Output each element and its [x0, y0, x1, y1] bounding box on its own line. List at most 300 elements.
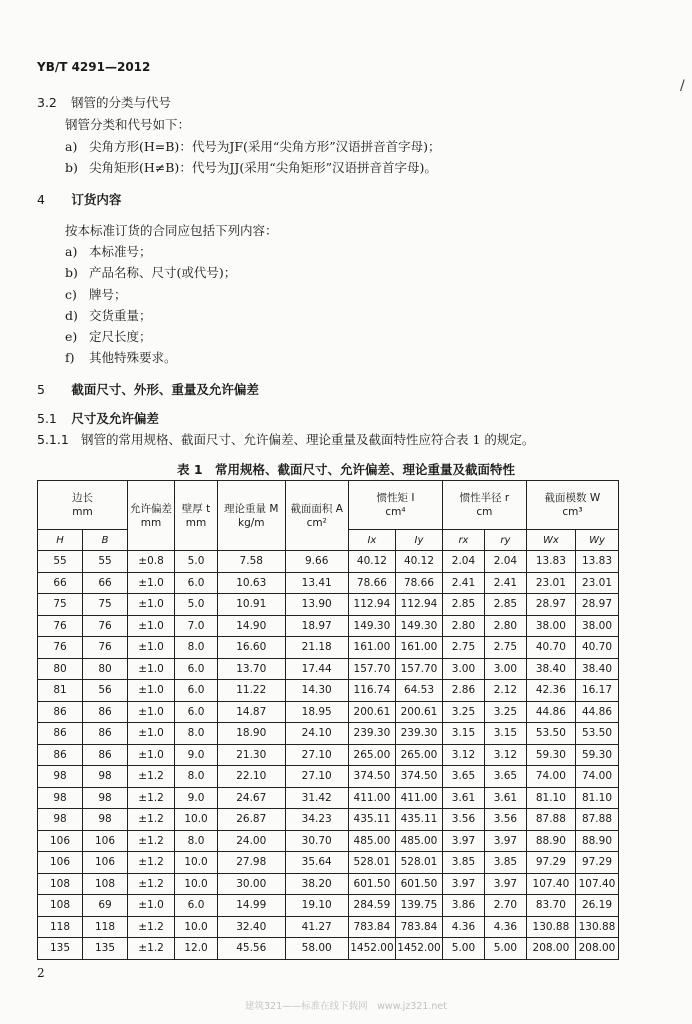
table-caption: 表 1 常用规格、截面尺寸、允许偏差、理论重量及截面特性: [176, 462, 516, 477]
table-cell: 528.01: [348, 852, 395, 874]
table-row: [38, 701, 619, 723]
table-cell: 16.60: [218, 637, 286, 659]
table-row: [38, 637, 619, 659]
section-number: 5.1: [37, 411, 57, 426]
table-cell: 97.29: [526, 852, 575, 874]
section-5-heading: [37, 381, 259, 399]
table-cell: 74.00: [526, 766, 575, 788]
table-cell: 3.56: [484, 809, 526, 831]
table-cell: 9.66: [285, 551, 348, 573]
table-cell: 3.97: [443, 830, 485, 852]
table-cell: 38.20: [285, 873, 348, 895]
table-cell: 59.30: [526, 744, 575, 766]
table-cell: 10.0: [175, 852, 218, 874]
table-cell: 81.10: [575, 787, 618, 809]
table-cell: 106: [38, 852, 83, 874]
table-cell: ±1.0: [128, 744, 175, 766]
table-cell: 86: [38, 744, 83, 766]
table-cell: 24.67: [218, 787, 286, 809]
table-cell: 6.0: [175, 895, 218, 917]
table-cell: 3.65: [443, 766, 485, 788]
table-cell: 53.50: [575, 723, 618, 745]
table-cell: 108: [38, 873, 83, 895]
list-text: 牌号；: [89, 287, 127, 302]
section-title: 截面尺寸、外形、重量及允许偏差: [71, 382, 259, 397]
subheader-wy: Wy: [575, 530, 618, 551]
table-cell: 28.97: [526, 594, 575, 616]
list-label: a): [65, 139, 78, 154]
list-label: b): [65, 160, 78, 175]
table-cell: 86: [38, 723, 83, 745]
table-cell: 58.00: [285, 938, 348, 960]
table-cell: 106: [83, 852, 128, 874]
table-cell: 3.15: [484, 723, 526, 745]
table-cell: 6.0: [175, 658, 218, 680]
table-cell: 27.98: [218, 852, 286, 874]
table-cell: 6.0: [175, 701, 218, 723]
table-cell: 88.90: [575, 830, 618, 852]
table-cell: 74.00: [575, 766, 618, 788]
table-cell: 13.70: [218, 658, 286, 680]
table-cell: 78.66: [348, 572, 395, 594]
table-cell: 5.00: [484, 938, 526, 960]
list-item: [65, 286, 127, 304]
table-cell: 284.59: [348, 895, 395, 917]
table-cell: 8.0: [175, 766, 218, 788]
table-cell: 106: [38, 830, 83, 852]
table-cell: 11.22: [218, 680, 286, 702]
standard-number: YB/T 4291—2012: [37, 60, 151, 74]
table-cell: 130.88: [526, 916, 575, 938]
table-cell: 7.0: [175, 615, 218, 637]
table-cell: 44.86: [575, 701, 618, 723]
table-cell: 3.12: [484, 744, 526, 766]
table-cell: ±1.0: [128, 680, 175, 702]
table-cell: ±1.0: [128, 594, 175, 616]
list-item: [65, 264, 236, 282]
table-cell: 10.0: [175, 873, 218, 895]
spec-table: [37, 480, 619, 960]
table-cell: 45.56: [218, 938, 286, 960]
table-row: [38, 873, 619, 895]
subheader-h: H: [38, 530, 83, 551]
table-cell: 38.40: [575, 658, 618, 680]
header-side: 边长 mm: [38, 481, 128, 530]
table-cell: 2.85: [443, 594, 485, 616]
table-cell: 80: [83, 658, 128, 680]
table-row: [38, 809, 619, 831]
table-cell: 3.12: [443, 744, 485, 766]
section-5-1-1-paragraph: [37, 431, 534, 449]
table-cell: 13.83: [575, 551, 618, 573]
table-cell: 161.00: [395, 637, 442, 659]
table-cell: 528.01: [395, 852, 442, 874]
table-cell: 135: [38, 938, 83, 960]
table-cell: 2.80: [443, 615, 485, 637]
table-row: [38, 895, 619, 917]
header-inertia: 惯性矩 I cm⁴: [348, 481, 442, 530]
table-cell: 59.30: [575, 744, 618, 766]
table-cell: ±1.0: [128, 637, 175, 659]
table-cell: 3.00: [484, 658, 526, 680]
table-cell: 98: [83, 766, 128, 788]
table-cell: 3.00: [443, 658, 485, 680]
table-cell: 66: [83, 572, 128, 594]
table-cell: 107.40: [575, 873, 618, 895]
subheader-iy: Iy: [395, 530, 442, 551]
table-cell: 13.90: [285, 594, 348, 616]
table-cell: 107.40: [526, 873, 575, 895]
table-cell: 38.00: [575, 615, 618, 637]
table-cell: 66: [38, 572, 83, 594]
table-cell: 2.04: [484, 551, 526, 573]
table-cell: 200.61: [395, 701, 442, 723]
table-cell: 18.90: [218, 723, 286, 745]
table-cell: 411.00: [348, 787, 395, 809]
table-cell: ±1.0: [128, 723, 175, 745]
table-cell: 53.50: [526, 723, 575, 745]
table-cell: ±1.2: [128, 766, 175, 788]
table-cell: 87.88: [575, 809, 618, 831]
table-cell: 64.53: [395, 680, 442, 702]
table-cell: 239.30: [395, 723, 442, 745]
table-cell: 98: [38, 766, 83, 788]
subheader-b: B: [83, 530, 128, 551]
table-cell: 14.87: [218, 701, 286, 723]
table-cell: 2.70: [484, 895, 526, 917]
table-cell: 14.30: [285, 680, 348, 702]
table-cell: 485.00: [348, 830, 395, 852]
header-radius: 惯性半径 r cm: [443, 481, 527, 530]
table-cell: 6.0: [175, 680, 218, 702]
table-cell: 8.0: [175, 637, 218, 659]
table-cell: 81.10: [526, 787, 575, 809]
section-4-intro: 按本标准订货的合同应包括下列内容：: [65, 223, 278, 238]
table-cell: 23.01: [575, 572, 618, 594]
table-cell: 24.00: [218, 830, 286, 852]
table-cell: 2.41: [443, 572, 485, 594]
table-cell: 32.40: [218, 916, 286, 938]
table-cell: 5.0: [175, 551, 218, 573]
table-cell: 135: [83, 938, 128, 960]
table-cell: ±1.0: [128, 658, 175, 680]
table-row: [38, 830, 619, 852]
table-row: [38, 723, 619, 745]
table-cell: 76: [83, 615, 128, 637]
table-cell: 130.88: [575, 916, 618, 938]
table-cell: 27.10: [285, 766, 348, 788]
table-cell: 55: [38, 551, 83, 573]
table-row: [38, 916, 619, 938]
subheader-wx: Wx: [526, 530, 575, 551]
table-cell: 3.85: [443, 852, 485, 874]
table-cell: 86: [83, 744, 128, 766]
table-cell: 485.00: [395, 830, 442, 852]
table-cell: 40.70: [575, 637, 618, 659]
table-cell: 1452.00: [395, 938, 442, 960]
table-cell: 35.64: [285, 852, 348, 874]
table-cell: 12.0: [175, 938, 218, 960]
table-cell: ±1.2: [128, 809, 175, 831]
table-cell: 3.61: [484, 787, 526, 809]
table-cell: 5.00: [443, 938, 485, 960]
table-cell: 783.84: [348, 916, 395, 938]
table-cell: 23.01: [526, 572, 575, 594]
table-cell: 31.42: [285, 787, 348, 809]
table-cell: 2.12: [484, 680, 526, 702]
table-cell: 6.0: [175, 572, 218, 594]
table-cell: 30.70: [285, 830, 348, 852]
table-cell: 2.41: [484, 572, 526, 594]
table-cell: 81: [38, 680, 83, 702]
table-cell: 42.36: [526, 680, 575, 702]
table-cell: ±1.2: [128, 938, 175, 960]
table-cell: 38.00: [526, 615, 575, 637]
table-cell: 28.97: [575, 594, 618, 616]
table-cell: 18.97: [285, 615, 348, 637]
table-cell: 3.56: [443, 809, 485, 831]
table-cell: ±1.2: [128, 830, 175, 852]
table-cell: 98: [83, 809, 128, 831]
table-cell: 9.0: [175, 744, 218, 766]
list-item: [65, 307, 152, 325]
table-cell: 374.50: [395, 766, 442, 788]
section-title: 尺寸及允许偏差: [71, 411, 159, 426]
section-title: 订货内容: [71, 192, 122, 207]
table-cell: 2.80: [484, 615, 526, 637]
header-weight: 理论重量 M kg/m: [218, 481, 286, 551]
table-cell: 83.70: [526, 895, 575, 917]
table-cell: 19.10: [285, 895, 348, 917]
table-cell: 5.0: [175, 594, 218, 616]
table-cell: 3.15: [443, 723, 485, 745]
table-cell: 75: [83, 594, 128, 616]
list-item: [65, 328, 152, 346]
table-cell: 435.11: [395, 809, 442, 831]
table-cell: 40.12: [348, 551, 395, 573]
table-cell: 2.86: [443, 680, 485, 702]
table-cell: 149.30: [395, 615, 442, 637]
table-cell: 40.70: [526, 637, 575, 659]
table-cell: 112.94: [395, 594, 442, 616]
table-cell: 239.30: [348, 723, 395, 745]
list-label: c): [65, 287, 77, 302]
table-cell: 3.97: [484, 830, 526, 852]
table-cell: 106: [83, 830, 128, 852]
table-cell: 14.99: [218, 895, 286, 917]
table-cell: 374.50: [348, 766, 395, 788]
table-cell: 86: [38, 701, 83, 723]
list-label: b): [65, 265, 78, 280]
table-cell: 16.17: [575, 680, 618, 702]
table-cell: 78.66: [395, 572, 442, 594]
table-cell: ±1.0: [128, 615, 175, 637]
table-cell: ±1.2: [128, 787, 175, 809]
table-row: [38, 938, 619, 960]
table-row: [38, 572, 619, 594]
table-cell: 88.90: [526, 830, 575, 852]
section-number: 5.1.1: [37, 432, 69, 447]
table-cell: 8.0: [175, 723, 218, 745]
list-item: [65, 243, 152, 261]
table-cell: 69: [83, 895, 128, 917]
table-cell: 10.0: [175, 916, 218, 938]
list-text: 尖角矩形(H≠B)：代号为JJ(采用“尖角矩形”汉语拼音首字母)。: [89, 160, 437, 175]
table-cell: ±0.8: [128, 551, 175, 573]
table-cell: 22.10: [218, 766, 286, 788]
table-cell: 9.0: [175, 787, 218, 809]
table-cell: 10.63: [218, 572, 286, 594]
table-cell: 13.41: [285, 572, 348, 594]
table-cell: 97.29: [575, 852, 618, 874]
list-text: 其他特殊要求。: [89, 350, 177, 365]
table-cell: 3.85: [484, 852, 526, 874]
section-3-2-heading: [37, 94, 171, 112]
table-cell: 118: [83, 916, 128, 938]
table-cell: 13.83: [526, 551, 575, 573]
table-cell: 80: [38, 658, 83, 680]
table-row: [38, 852, 619, 874]
table-cell: ±1.0: [128, 701, 175, 723]
table-cell: 34.23: [285, 809, 348, 831]
table-cell: 24.10: [285, 723, 348, 745]
table-cell: 601.50: [348, 873, 395, 895]
list-label: e): [65, 329, 78, 344]
table-row: [38, 551, 619, 573]
list-text: 产品名称、尺寸(或代号)；: [89, 265, 237, 280]
table-row: [38, 594, 619, 616]
table-cell: 21.18: [285, 637, 348, 659]
subheader-rx: rx: [443, 530, 485, 551]
table-cell: 2.04: [443, 551, 485, 573]
header-area: 截面面积 A cm²: [285, 481, 348, 551]
table-cell: 41.27: [285, 916, 348, 938]
subheader-ix: Ix: [348, 530, 395, 551]
table-cell: 75: [38, 594, 83, 616]
table-cell: 1452.00: [348, 938, 395, 960]
table-cell: 4.36: [443, 916, 485, 938]
page-number: 2: [37, 966, 45, 980]
table-cell: 208.00: [575, 938, 618, 960]
table-cell: ±1.2: [128, 916, 175, 938]
table-cell: 86: [83, 723, 128, 745]
table-row: [38, 744, 619, 766]
table-cell: 3.25: [484, 701, 526, 723]
list-item: [65, 349, 177, 367]
section-title: 钢管的分类与代号: [70, 95, 171, 110]
table-cell: ±1.0: [128, 572, 175, 594]
table-cell: 118: [38, 916, 83, 938]
section-4-heading: [37, 191, 121, 209]
table-cell: 56: [83, 680, 128, 702]
table-cell: 161.00: [348, 637, 395, 659]
table-cell: 2.75: [484, 637, 526, 659]
table-cell: 98: [83, 787, 128, 809]
table-cell: ±1.2: [128, 873, 175, 895]
table-cell: 3.65: [484, 766, 526, 788]
table-cell: 112.94: [348, 594, 395, 616]
list-text: 定尺长度；: [89, 329, 152, 344]
table-body: [38, 551, 619, 960]
table-cell: 783.84: [395, 916, 442, 938]
table-cell: 55: [83, 551, 128, 573]
table-cell: 108: [83, 873, 128, 895]
table-cell: 76: [83, 637, 128, 659]
table-cell: 86: [83, 701, 128, 723]
table-cell: 7.58: [218, 551, 286, 573]
table-cell: 3.97: [443, 873, 485, 895]
table-cell: 27.10: [285, 744, 348, 766]
table-cell: 21.30: [218, 744, 286, 766]
table-cell: ±1.2: [128, 852, 175, 874]
table-cell: 265.00: [348, 744, 395, 766]
list-label: f): [65, 350, 75, 365]
list-item: [65, 159, 437, 177]
footer-watermark: 建筑321——标准在线下载网 www.jz321.net: [245, 1001, 447, 1012]
header-tolerance: 允许偏差 mm: [128, 481, 175, 551]
table-cell: 98: [38, 809, 83, 831]
table-cell: 40.12: [395, 551, 442, 573]
table-row: [38, 680, 619, 702]
table-cell: 3.86: [443, 895, 485, 917]
table-cell: 149.30: [348, 615, 395, 637]
table-cell: 157.70: [395, 658, 442, 680]
table-cell: 26.19: [575, 895, 618, 917]
table-cell: 10.0: [175, 809, 218, 831]
list-text: 交货重量；: [89, 308, 152, 323]
table-cell: 139.75: [395, 895, 442, 917]
table-cell: 3.61: [443, 787, 485, 809]
subheader-ry: ry: [484, 530, 526, 551]
table-cell: 116.74: [348, 680, 395, 702]
table-cell: 38.40: [526, 658, 575, 680]
table-cell: 18.95: [285, 701, 348, 723]
table-cell: 76: [38, 615, 83, 637]
table-cell: 3.25: [443, 701, 485, 723]
table-cell: 3.97: [484, 873, 526, 895]
list-label: a): [65, 244, 78, 259]
section-number: 4: [37, 192, 45, 207]
table-cell: 108: [38, 895, 83, 917]
paragraph-text: 钢管的常用规格、截面尺寸、允许偏差、理论重量及截面特性应符合表 1 的规定。: [81, 432, 535, 447]
table-row: [38, 787, 619, 809]
table-cell: 411.00: [395, 787, 442, 809]
table-cell: 17.44: [285, 658, 348, 680]
list-item: [65, 138, 441, 156]
table-cell: 10.91: [218, 594, 286, 616]
table-row: [38, 658, 619, 680]
table-cell: 26.87: [218, 809, 286, 831]
table-cell: 157.70: [348, 658, 395, 680]
edge-mark: /: [680, 78, 685, 94]
table-cell: ±1.0: [128, 895, 175, 917]
header-wall: 壁厚 t mm: [175, 481, 218, 551]
section-number: 3.2: [37, 95, 57, 110]
table-row: [38, 766, 619, 788]
table-cell: 2.85: [484, 594, 526, 616]
list-label: d): [65, 308, 78, 323]
table-cell: 44.86: [526, 701, 575, 723]
table-cell: 200.61: [348, 701, 395, 723]
table-cell: 87.88: [526, 809, 575, 831]
table-cell: 4.36: [484, 916, 526, 938]
section-number: 5: [37, 382, 45, 397]
section-3-2-intro: 钢管分类和代号如下：: [65, 117, 191, 132]
table-cell: 2.75: [443, 637, 485, 659]
table-cell: 76: [38, 637, 83, 659]
table-cell: 601.50: [395, 873, 442, 895]
list-text: 尖角方形(H=B)：代号为JF(采用“尖角方形”汉语拼音首字母)；: [89, 139, 441, 154]
